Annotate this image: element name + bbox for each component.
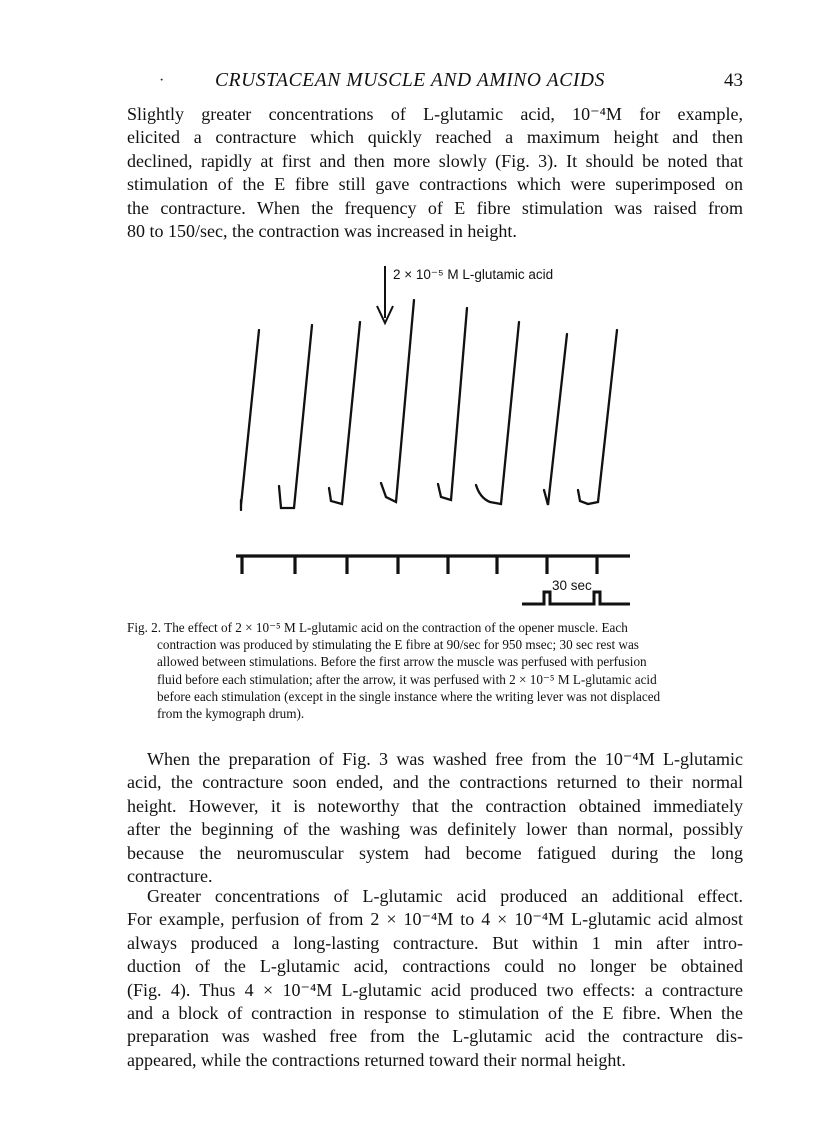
paragraph-line: stimulation of the E fibre still gave contractions which were superimposed on [127, 174, 743, 195]
paragraph-line: duction of the L-glutamic acid, contractions could no longer be obtained [127, 956, 743, 977]
contraction-trace-5 [438, 308, 467, 500]
arrow-marker [377, 266, 553, 323]
running-head-title: CRUSTACEAN MUSCLE AND AMINO ACIDS [215, 70, 605, 91]
paragraph-line: appeared, while the contractions returned toward their normal height. [127, 1049, 626, 1070]
arrow-label: 2 × 10⁻⁵ M L-glutamic acid [393, 267, 554, 282]
paragraph-3 [127, 885, 743, 1072]
paragraph-line: acid, the contracture soon ended, and the contractions returned to their normal [127, 772, 743, 793]
paragraph-line: and a block of contraction in response to stimulation of the E fibre. When the [127, 1003, 743, 1024]
page-number: 43 [724, 70, 743, 91]
paragraph-line: (Fig. 4). Thus 4 × 10⁻⁴M L-glutamic acid produced two effects: a contracture [127, 979, 743, 1000]
paragraph-2 [127, 748, 743, 888]
paragraph-line: For example, perfusion of from 2 × 10⁻⁴M to 4 × 10⁻⁴M L-glutamic acid almost [127, 909, 743, 930]
contraction-trace-3 [329, 322, 360, 504]
paragraph-line: after the beginning of the washing was definitely lower than normal, possibly [127, 819, 743, 840]
time-marker [236, 556, 630, 574]
scale-bar-line [522, 592, 630, 604]
contraction-trace-7 [544, 334, 567, 505]
caption-line: fluid before each stimulation; after the arrow, it was perfused with 2 × 10⁻⁵ M L-glutamic acid [157, 671, 657, 687]
paragraph-line: elicited a contracture which quickly reached a maximum height and then [127, 127, 743, 148]
paragraph-line: preparation was washed free from the L-glutamic acid the contracture dis- [127, 1026, 743, 1047]
paragraph-line: height. However, it is noteworthy that the contraction obtained immediately [127, 795, 743, 816]
contraction-trace-4 [381, 300, 414, 502]
scale-bar-label: 30 sec [552, 578, 592, 593]
paragraph-line: the contracture. When the frequency of E fibre stimulation was raised from [127, 197, 743, 218]
caption-line: from the kymograph drum). [157, 706, 305, 722]
paragraph-line: contracture. [127, 866, 213, 887]
paragraph-line: because the neuromuscular system had become fatigued during the long [127, 842, 743, 863]
contraction-trace-2 [279, 325, 312, 508]
paragraph-line: always produced a long-lasting contracture. But within 1 min after intro- [127, 932, 743, 953]
running-head-dot: · [159, 72, 165, 89]
caption-line: before each stimulation (except in the single instance where the writing lever was not displaced [157, 688, 661, 704]
caption-line: contraction was produced by stimulating the E fibre at 90/sec for 950 msec; 30 sec rest was [157, 637, 639, 653]
figure-caption [127, 619, 743, 722]
caption-line: Fig. 2. The effect of 2 × 10⁻⁵ M L-glutamic acid on the contraction of the opener muscle. Each [127, 620, 628, 635]
contraction-trace-6 [476, 322, 519, 504]
paragraph-line: Slightly greater concentrations of L-glutamic acid, 10⁻⁴M for example, [127, 104, 743, 124]
paragraph-line: Greater concentrations of L-glutamic acid produced an additional effect. [147, 886, 743, 906]
contraction-trace-8 [578, 330, 617, 504]
paragraph-line: declined, rapidly at first and then more slowly (Fig. 3). It should be noted that [127, 150, 743, 171]
caption-line: allowed between stimulations. Before the first arrow the muscle was perfused with perfusion [157, 654, 647, 670]
paragraph-line: 80 to 150/sec, the contraction was increased in height. [127, 221, 517, 242]
contraction-traces [241, 300, 617, 510]
contraction-trace-1 [241, 330, 259, 510]
scale-bar [522, 578, 630, 604]
paragraph-line: When the preparation of Fig. 3 was washed free from the 10⁻⁴M L-glutamic [147, 749, 743, 769]
